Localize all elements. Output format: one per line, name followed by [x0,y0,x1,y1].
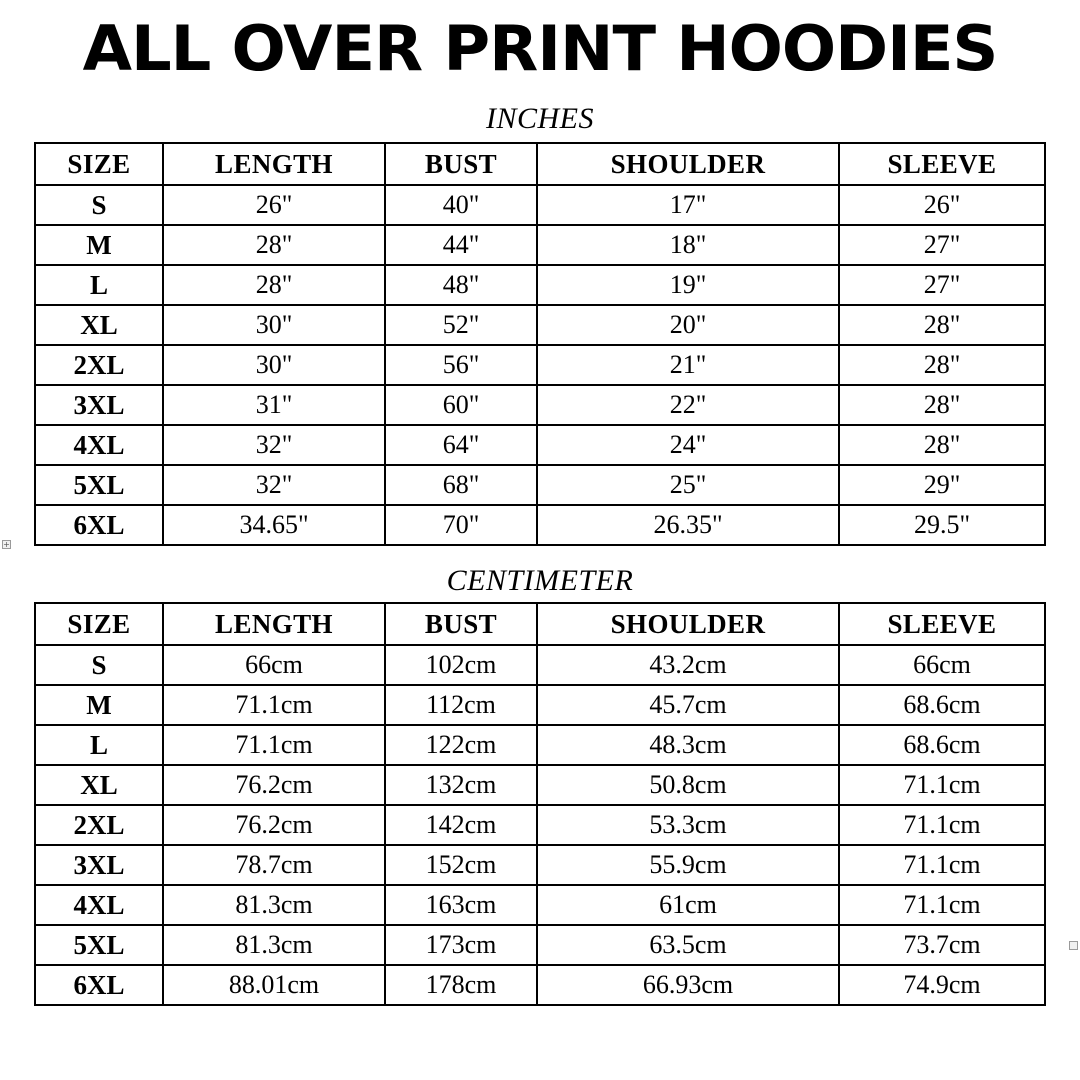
cell-length: 66cm [163,645,385,685]
table-row [35,345,1045,385]
table-row [35,185,1045,225]
cell-bust: 178cm [385,965,537,1005]
cell-bust: 173cm [385,925,537,965]
cell-sleeve: 73.7cm [839,925,1045,965]
cell-bust: 68" [385,465,537,505]
table-row [35,305,1045,345]
column-header-sleeve: SLEEVE [839,143,1045,185]
cell-sleeve: 29.5" [839,505,1045,545]
cell-bust: 64" [385,425,537,465]
table-row [35,505,1045,545]
column-header-length: LENGTH [163,603,385,645]
cell-size: L [35,725,163,765]
cell-size: XL [35,765,163,805]
cell-sleeve: 28" [839,345,1045,385]
column-header-shoulder: SHOULDER [537,143,839,185]
cell-shoulder: 63.5cm [537,925,839,965]
inches-size-table [34,142,1046,546]
cell-sleeve: 66cm [839,645,1045,685]
cell-length: 81.3cm [163,885,385,925]
cell-length: 76.2cm [163,765,385,805]
column-header-shoulder: SHOULDER [537,603,839,645]
column-header-size: SIZE [35,603,163,645]
cell-shoulder: 53.3cm [537,805,839,845]
cell-length: 78.7cm [163,845,385,885]
cell-size: 3XL [35,385,163,425]
cell-length: 32" [163,425,385,465]
cell-size: M [35,225,163,265]
column-header-sleeve: SLEEVE [839,603,1045,645]
cell-size: 6XL [35,965,163,1005]
cell-bust: 60" [385,385,537,425]
table-row [35,725,1045,765]
table-row [35,885,1045,925]
table-row [35,265,1045,305]
cell-sleeve: 68.6cm [839,725,1045,765]
centimeter-unit-label: CENTIMETER [446,564,634,597]
resize-handle-left[interactable]: + [3,540,10,549]
cell-shoulder: 45.7cm [537,685,839,725]
cell-bust: 70" [385,505,537,545]
cell-size: 5XL [35,925,163,965]
cell-length: 26" [163,185,385,225]
table-header-row [35,143,1045,185]
cell-length: 32" [163,465,385,505]
cell-length: 31" [163,385,385,425]
table-row [35,765,1045,805]
cell-bust: 132cm [385,765,537,805]
cell-size: M [35,685,163,725]
cell-size: 6XL [35,505,163,545]
cell-bust: 142cm [385,805,537,845]
cell-shoulder: 55.9cm [537,845,839,885]
cell-length: 28" [163,225,385,265]
cell-shoulder: 43.2cm [537,645,839,685]
cell-length: 88.01cm [163,965,385,1005]
centimeter-size-table [34,602,1046,1006]
cell-length: 71.1cm [163,685,385,725]
table-row [35,965,1045,1005]
cell-shoulder: 66.93cm [537,965,839,1005]
cell-bust: 40" [385,185,537,225]
table-row [35,645,1045,685]
cell-length: 28" [163,265,385,305]
column-header-size: SIZE [35,143,163,185]
cell-length: 30" [163,305,385,345]
cell-shoulder: 21" [537,345,839,385]
cell-length: 71.1cm [163,725,385,765]
cell-shoulder: 17" [537,185,839,225]
cell-size: 2XL [35,345,163,385]
table-row [35,465,1045,505]
cell-size: 3XL [35,845,163,885]
cell-shoulder: 24" [537,425,839,465]
cell-sleeve: 71.1cm [839,845,1045,885]
cell-sleeve: 28" [839,425,1045,465]
cell-bust: 56" [385,345,537,385]
cell-sleeve: 28" [839,305,1045,345]
cell-shoulder: 26.35" [537,505,839,545]
cell-size: 4XL [35,885,163,925]
cell-bust: 152cm [385,845,537,885]
cell-sleeve: 74.9cm [839,965,1045,1005]
cell-sleeve: 71.1cm [839,885,1045,925]
table-row [35,845,1045,885]
cell-shoulder: 22" [537,385,839,425]
cell-length: 81.3cm [163,925,385,965]
column-header-length: LENGTH [163,143,385,185]
cell-size: 4XL [35,425,163,465]
cell-size: S [35,185,163,225]
cell-sleeve: 27" [839,265,1045,305]
table-row [35,805,1045,845]
cell-size: L [35,265,163,305]
cell-shoulder: 19" [537,265,839,305]
cell-bust: 122cm [385,725,537,765]
cell-bust: 163cm [385,885,537,925]
cell-shoulder: 20" [537,305,839,345]
column-header-bust: BUST [385,143,537,185]
cell-sleeve: 29" [839,465,1045,505]
cell-length: 30" [163,345,385,385]
inches-unit-label: INCHES [486,102,594,135]
cell-sleeve: 71.1cm [839,805,1045,845]
table-row [35,385,1045,425]
cell-sleeve: 27" [839,225,1045,265]
cell-bust: 52" [385,305,537,345]
cell-length: 76.2cm [163,805,385,845]
cell-shoulder: 48.3cm [537,725,839,765]
column-header-bust: BUST [385,603,537,645]
cell-shoulder: 18" [537,225,839,265]
table-row [35,425,1045,465]
cell-size: 5XL [35,465,163,505]
cell-size: 2XL [35,805,163,845]
cell-sleeve: 26" [839,185,1045,225]
cell-size: XL [35,305,163,345]
cell-size: S [35,645,163,685]
cell-bust: 102cm [385,645,537,685]
table-row [35,225,1045,265]
cell-shoulder: 25" [537,465,839,505]
cell-shoulder: 50.8cm [537,765,839,805]
cell-shoulder: 61cm [537,885,839,925]
cell-length: 34.65" [163,505,385,545]
cell-sleeve: 71.1cm [839,765,1045,805]
cell-sleeve: 68.6cm [839,685,1045,725]
table-row [35,685,1045,725]
cell-bust: 48" [385,265,537,305]
table-header-row [35,603,1045,645]
table-row [35,925,1045,965]
page-title: ALL OVER PRINT HOODIES [82,12,998,85]
cell-sleeve: 28" [839,385,1045,425]
resize-handle-right[interactable] [1069,941,1078,950]
cell-bust: 112cm [385,685,537,725]
cell-bust: 44" [385,225,537,265]
